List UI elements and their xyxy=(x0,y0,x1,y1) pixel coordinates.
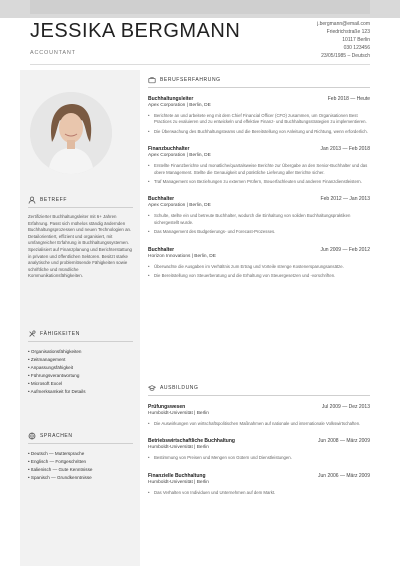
job-bullet: • Schulte, stellte ein und betreute Buchhalter, wodurch die Einhaltung von soliden Buchhaltungspraktiken sichergestellt wurde. xyxy=(148,213,370,226)
tools-icon xyxy=(28,330,36,338)
profile-section xyxy=(28,196,133,280)
job-entry xyxy=(148,96,370,135)
job-org: Apex Corporation | Berlin, DE xyxy=(148,153,211,159)
degree-date: Jul 2009 — Dez 2013 xyxy=(321,404,370,410)
job-entry xyxy=(148,196,370,235)
skills-list xyxy=(28,348,133,396)
contact-phone: 030 123456 xyxy=(343,45,370,51)
list-item: • Führungsverantwortung xyxy=(28,373,80,378)
job-entry xyxy=(148,146,370,185)
header-divider xyxy=(30,64,370,65)
job-date: Feb 2012 — Jan 2013 xyxy=(320,196,370,203)
list-item: • Spanisch — Grundkenntnisse xyxy=(28,475,92,480)
header xyxy=(30,20,240,56)
education-rule xyxy=(148,395,370,396)
job-bullet: • Die Bereitstellung von Steuerberatung und die Erhaltung von Steuergesetzen und -vorschriften. xyxy=(148,273,370,279)
top-bar-inner xyxy=(30,0,370,14)
degree-date: Jun 2008 — März 2009 xyxy=(318,438,370,445)
contact-birth-nationality: 23/05/1985 – Deutsch xyxy=(321,53,370,59)
list-item: • Anpassungsfähigkeit xyxy=(28,365,74,370)
job-title: Buchhalter xyxy=(148,196,175,203)
skills-rule xyxy=(28,341,133,342)
skills-section-title xyxy=(28,330,133,338)
list-item: • Organisationsfähigkeiten xyxy=(28,349,82,354)
contact-email: j.bergmann@email.com xyxy=(317,21,370,27)
skills-title-text: FÄHIGKEITEN xyxy=(40,331,80,337)
education-entry xyxy=(148,438,370,461)
portrait-illustration xyxy=(30,92,112,174)
languages-rule xyxy=(28,443,133,444)
job-date: Jan 2013 — Feb 2018 xyxy=(320,146,370,153)
education-section xyxy=(148,384,370,507)
person-role: ACCOUNTANT xyxy=(30,50,76,56)
degree-bullet: • Bestimmung von Preisen und Mengen von Gütern und Dienstleistungen. xyxy=(148,455,370,461)
list-item: • Zeitmanagement xyxy=(28,357,66,362)
job-entry xyxy=(148,247,370,280)
list-item: • Englisch — Fortgeschritten xyxy=(28,459,87,464)
school-name: Humboldt-Universität | Berlin xyxy=(148,445,209,451)
profile-rule xyxy=(28,207,133,208)
experience-rule xyxy=(148,87,370,88)
person-name: JESSIKA BERGMANN xyxy=(30,20,241,42)
job-org: Apex Corporation | Berlin, DE xyxy=(148,103,211,108)
job-title: Finanzbuchhalter xyxy=(148,146,190,153)
list-item: • Italienisch — Gute Kenntnisse xyxy=(28,467,93,472)
education-entry xyxy=(148,473,370,496)
education-section-title xyxy=(148,384,370,392)
job-title: Buchhaltungsleiter xyxy=(148,96,194,102)
degree-date: Jun 2006 — März 2009 xyxy=(318,472,370,479)
job-bullet: • Überwachte die Ausgaben im Verhältnis zum Ertrag und Vorteile strenge Kostenersparungsansätze. xyxy=(148,264,370,270)
contact-street: Friedrichstraße 123 xyxy=(326,29,370,35)
education-entry xyxy=(148,404,370,427)
languages-list xyxy=(28,450,133,482)
degree-title: Finanzielle Buchhaltung xyxy=(148,472,206,479)
job-bullet: • Berichtete an und arbeitete eng mit dem Chief Financial Officer (CFO) zusammen, um Organisationen Best Practices zu evaluieren und zu entwickeln und effektive Finanz- und Buchhaltungsstrategien zu implementieren. xyxy=(148,113,370,126)
job-org: Apex Corporation | Berlin, DE xyxy=(148,203,211,209)
globe-icon xyxy=(28,432,36,440)
job-bullet: • Die Überwachung des Buchhaltungsteams und die Bereitstellung von Anleitung und Richtung, wenn erforderlich. xyxy=(148,129,370,135)
profile-photo xyxy=(30,92,112,174)
top-bar xyxy=(0,0,400,18)
briefcase-icon xyxy=(148,76,156,84)
job-title: Buchhalter xyxy=(148,246,175,253)
experience-section xyxy=(148,76,370,290)
languages-section-title xyxy=(28,432,133,440)
job-bullet: • Erstellte Finanzberichte und monatliche/quartalsweise Berichte zur Übergabe an den Senior-Buchhalter und das obere Management. Stellte die Genauigkeit und pünktliche Lieferung aller Berichte sicher. xyxy=(148,163,370,176)
graduation-cap-icon xyxy=(148,384,156,392)
user-icon xyxy=(28,196,36,204)
job-date: Feb 2018 — Heute xyxy=(327,96,370,102)
job-bullet: • Traf Management von Beziehungen zu externen Prüfern, Steuerfachleuten und anderen Finanzdienstleistern. xyxy=(148,179,370,185)
education-title-text: AUSBILDUNG xyxy=(160,385,199,391)
job-bullet: • Das Management des Budgetierungs- und Forecast-Prozesses. xyxy=(148,229,370,235)
degree-bullet: • Das Verhalten von Individuen und Unternehmen auf dem Markt. xyxy=(148,490,370,496)
list-item: • Microsoft Excel xyxy=(28,381,63,386)
contact-city: 10117 Berlin xyxy=(342,37,370,43)
languages-title-text: SPRACHEN xyxy=(40,433,73,439)
job-org: Horizon Innovations | Berlin, DE xyxy=(148,253,216,259)
job-date: Jun 2009 — Feb 2012 xyxy=(320,246,370,253)
skills-section xyxy=(28,330,133,396)
profile-text: Zertifizierter Buchhaltungsleiter mit 6+ Jahren Erfahrung. Passt sich mühelos ständig ändernden Buchhaltungsprozessen und neuen Technologien an. Detailorientiert, effizient und organisiert, mit umfangreicher Erfahrung in Buchhaltungssystemen. Spezialisiert auf Finanzplanung und Berichterstattung in privaten und öffentlichen Sektoren. Besitzt starke analytische und problemlösende Fähigkeiten sowie schriftliche und mündliche Kommunikationsfähigkeiten. xyxy=(28,214,132,279)
experience-title-text: BERUFSERFAHRUNG xyxy=(160,77,221,83)
list-item: • Aufmerksamkeit für Details xyxy=(28,389,86,394)
languages-section xyxy=(28,432,133,482)
experience-section-title xyxy=(148,76,370,84)
profile-title-text: BETREFF xyxy=(40,197,67,203)
school-name: Humboldt-Universität | Berlin xyxy=(148,479,209,485)
profile-section-title xyxy=(28,196,133,204)
school-name: Humboldt-Universität | Berlin xyxy=(148,411,209,416)
degree-title: Betriebswirtschaftliche Buchhaltung xyxy=(148,438,235,445)
degree-bullet: • Die Auswirkungen von wirtschaftspolitischen Maßnahmen auf nationale und internationale Volkswirtschaften. xyxy=(148,421,370,427)
degree-title: Prüfungswesen xyxy=(148,404,186,410)
list-item: • Deutsch — Muttersprache xyxy=(28,451,85,456)
contact-block xyxy=(317,20,370,60)
